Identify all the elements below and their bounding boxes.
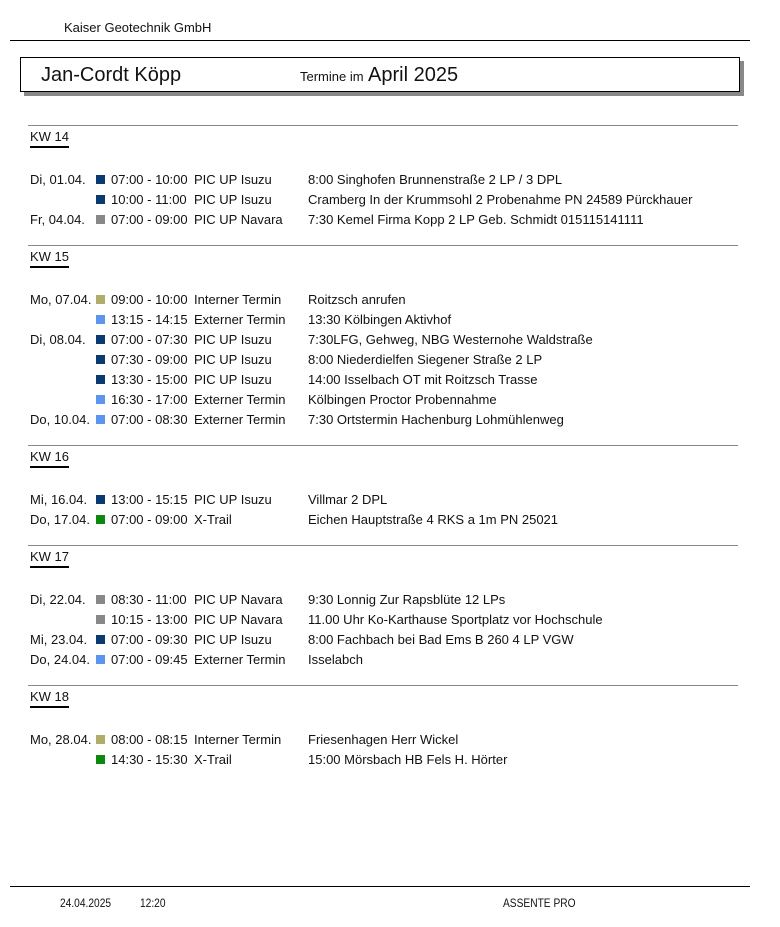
category-color-square-icon xyxy=(96,335,105,344)
appointment-description: 8:00 Niederdielfen Siegener Straße 2 LP xyxy=(308,352,543,367)
appointment-resource: Externer Termin xyxy=(194,392,286,407)
week-rule xyxy=(28,125,738,126)
appointment-resource: Interner Termin xyxy=(194,292,282,307)
appointment-time: 07:00 - 09:00 xyxy=(111,212,188,227)
appointment-day: Do, 10.04. xyxy=(30,412,90,427)
appointment-resource: PIC UP Navara xyxy=(194,592,283,607)
appointment-time: 07:00 - 10:00 xyxy=(111,172,188,187)
appointment-resource: PIC UP Isuzu xyxy=(194,632,272,647)
appointment-description: Kölbingen Proctor Probennahme xyxy=(308,392,497,407)
company-name: Kaiser Geotechnik GmbH xyxy=(64,20,212,35)
appointment-day: Mi, 23.04. xyxy=(30,632,88,647)
appointment-resource: PIC UP Navara xyxy=(194,612,283,627)
appointment-time: 10:00 - 11:00 xyxy=(111,192,187,207)
appointment-description: Roitzsch anrufen xyxy=(308,292,406,307)
category-color-square-icon xyxy=(96,215,105,224)
week-section xyxy=(28,125,738,230)
appointment-description: 7:30LFG, Gehweg, NBG Westernohe Waldstraße xyxy=(308,332,593,347)
appointment-day: Di, 01.04. xyxy=(30,172,86,187)
appointment-row[interactable] xyxy=(28,310,738,330)
appointment-description: 7:30 Kemel Firma Kopp 2 LP Geb. Schmidt 015115141111 xyxy=(308,212,644,227)
appointment-time: 07:00 - 09:00 xyxy=(111,512,188,527)
category-color-square-icon xyxy=(96,395,105,404)
appointment-description: 7:30 Ortstermin Hachenburg Lohmühlenweg xyxy=(308,412,564,427)
appointment-row[interactable] xyxy=(28,730,738,750)
week-rule xyxy=(28,445,738,446)
appointment-row[interactable] xyxy=(28,610,738,630)
category-color-square-icon xyxy=(96,355,105,364)
appointment-description: 11.00 Uhr Ko-Karthause Sportplatz vor Hochschule xyxy=(308,612,603,627)
appointment-list xyxy=(28,170,738,230)
appointment-resource: X-Trail xyxy=(194,752,232,767)
month-prefix: Termine im xyxy=(300,69,364,84)
appointment-resource: Externer Termin xyxy=(194,412,286,427)
appointment-row[interactable] xyxy=(28,190,738,210)
person-name: Jan-Cordt Köpp xyxy=(41,64,182,86)
week-rule xyxy=(28,245,738,246)
appointment-resource: PIC UP Isuzu xyxy=(194,352,272,367)
appointment-row[interactable] xyxy=(28,630,738,650)
week-section xyxy=(28,685,738,770)
month-title xyxy=(300,64,458,87)
appointment-day: Fr, 04.04. xyxy=(30,212,85,227)
appointment-resource: PIC UP Isuzu xyxy=(194,332,272,347)
appointment-time: 16:30 - 17:00 xyxy=(111,392,188,407)
appointment-resource: PIC UP Isuzu xyxy=(194,192,272,207)
appointment-description: 8:00 Singhofen Brunnenstraße 2 LP / 3 DPL xyxy=(308,172,563,187)
appointment-row[interactable] xyxy=(28,490,738,510)
week-section xyxy=(28,445,738,530)
category-color-square-icon xyxy=(96,735,105,744)
appointment-day: Do, 17.04. xyxy=(30,512,90,527)
appointment-row[interactable] xyxy=(28,410,738,430)
category-color-square-icon xyxy=(96,495,105,504)
appointment-row[interactable] xyxy=(28,750,738,770)
appointment-description: Friesenhagen Herr Wickel xyxy=(308,732,459,747)
appointment-time: 07:00 - 07:30 xyxy=(111,332,188,347)
appointment-row[interactable] xyxy=(28,510,738,530)
appointment-description: 13:30 Kölbingen Aktivhof xyxy=(308,312,452,327)
appointment-description: Cramberg In der Krummsohl 2 Probenahme PN 24589 Pürckhauer xyxy=(308,192,693,207)
appointment-day: Do, 24.04. xyxy=(30,652,90,667)
appointment-time: 07:00 - 09:45 xyxy=(111,652,188,667)
category-color-square-icon xyxy=(96,375,105,384)
appointment-time: 10:15 - 13:00 xyxy=(111,612,188,627)
appointment-time: 13:30 - 15:00 xyxy=(111,372,188,387)
appointment-resource: PIC UP Isuzu xyxy=(194,492,272,507)
appointment-row[interactable] xyxy=(28,290,738,310)
appointment-day: Mo, 07.04. xyxy=(30,292,92,307)
appointment-row[interactable] xyxy=(28,650,738,670)
appointment-row[interactable] xyxy=(28,590,738,610)
appointment-row[interactable] xyxy=(28,390,738,410)
appointment-day: Di, 08.04. xyxy=(30,332,86,347)
week-section xyxy=(28,545,738,670)
appointment-time: 13:00 - 15:15 xyxy=(111,492,188,507)
week-label: KW 15 xyxy=(30,249,69,268)
appointment-resource: PIC UP Navara xyxy=(194,212,283,227)
category-color-square-icon xyxy=(96,175,105,184)
appointment-list xyxy=(28,490,738,530)
appointment-time: 07:00 - 08:30 xyxy=(111,412,188,427)
appointment-row[interactable] xyxy=(28,330,738,350)
appointment-day: Mo, 28.04. xyxy=(30,732,92,747)
footer-rule xyxy=(10,886,750,887)
appointment-description: Villmar 2 DPL xyxy=(308,492,388,507)
category-color-square-icon xyxy=(96,655,105,664)
appointment-resource: PIC UP Isuzu xyxy=(194,372,272,387)
appointment-row[interactable] xyxy=(28,370,738,390)
week-section xyxy=(28,245,738,430)
appointment-description: Eichen Hauptstraße 4 RKS a 1m PN 25021 xyxy=(308,512,559,527)
appointment-description: 8:00 Fachbach bei Bad Ems B 260 4 LP VGW xyxy=(308,632,574,647)
appointment-resource: Externer Termin xyxy=(194,312,286,327)
appointment-resource: Externer Termin xyxy=(194,652,286,667)
month-value: April 2025 xyxy=(368,64,459,86)
appointment-description: 14:00 Isselbach OT mit Roitzsch Trasse xyxy=(308,372,538,387)
appointment-time: 14:30 - 15:30 xyxy=(111,752,188,767)
category-color-square-icon xyxy=(96,195,105,204)
footer-app-name: ASSENTE PRO xyxy=(503,896,576,910)
category-color-square-icon xyxy=(96,415,105,424)
appointment-list xyxy=(28,590,738,670)
week-label: KW 18 xyxy=(30,689,69,708)
appointment-row[interactable] xyxy=(28,170,738,190)
appointment-time: 08:00 - 08:15 xyxy=(111,732,188,747)
category-color-square-icon xyxy=(96,315,105,324)
week-rule xyxy=(28,545,738,546)
appointment-time: 07:00 - 09:30 xyxy=(111,632,188,647)
appointment-day: Di, 22.04. xyxy=(30,592,86,607)
week-label: KW 17 xyxy=(30,549,69,568)
category-color-square-icon xyxy=(96,615,105,624)
appointment-time: 07:30 - 09:00 xyxy=(111,352,188,367)
appointment-list xyxy=(28,730,738,770)
appointment-description: 15:00 Mörsbach HB Fels H. Hörter xyxy=(308,752,508,767)
category-color-square-icon xyxy=(96,595,105,604)
week-label: KW 14 xyxy=(30,129,69,148)
appointment-list xyxy=(28,290,738,430)
appointment-resource: PIC UP Isuzu xyxy=(194,172,272,187)
appointment-row[interactable] xyxy=(28,350,738,370)
appointment-day: Mi, 16.04. xyxy=(30,492,88,507)
appointment-resource: X-Trail xyxy=(194,512,232,527)
appointment-time: 09:00 - 10:00 xyxy=(111,292,188,307)
footer-time: 12:20 xyxy=(140,896,166,910)
header-rule xyxy=(10,40,750,41)
appointment-description: 9:30 Lonnig Zur Rapsblüte 12 LPs xyxy=(308,592,506,607)
appointment-description: Isselabch xyxy=(308,652,363,667)
appointment-time: 13:15 - 14:15 xyxy=(111,312,188,327)
category-color-square-icon xyxy=(96,515,105,524)
week-rule xyxy=(28,685,738,686)
appointment-time: 08:30 - 11:00 xyxy=(111,592,187,607)
appointment-row[interactable] xyxy=(28,210,738,230)
category-color-square-icon xyxy=(96,755,105,764)
week-label: KW 16 xyxy=(30,449,69,468)
appointment-resource: Interner Termin xyxy=(194,732,282,747)
category-color-square-icon xyxy=(96,635,105,644)
category-color-square-icon xyxy=(96,295,105,304)
footer-date: 24.04.2025 xyxy=(60,896,112,910)
title-box xyxy=(20,57,740,92)
